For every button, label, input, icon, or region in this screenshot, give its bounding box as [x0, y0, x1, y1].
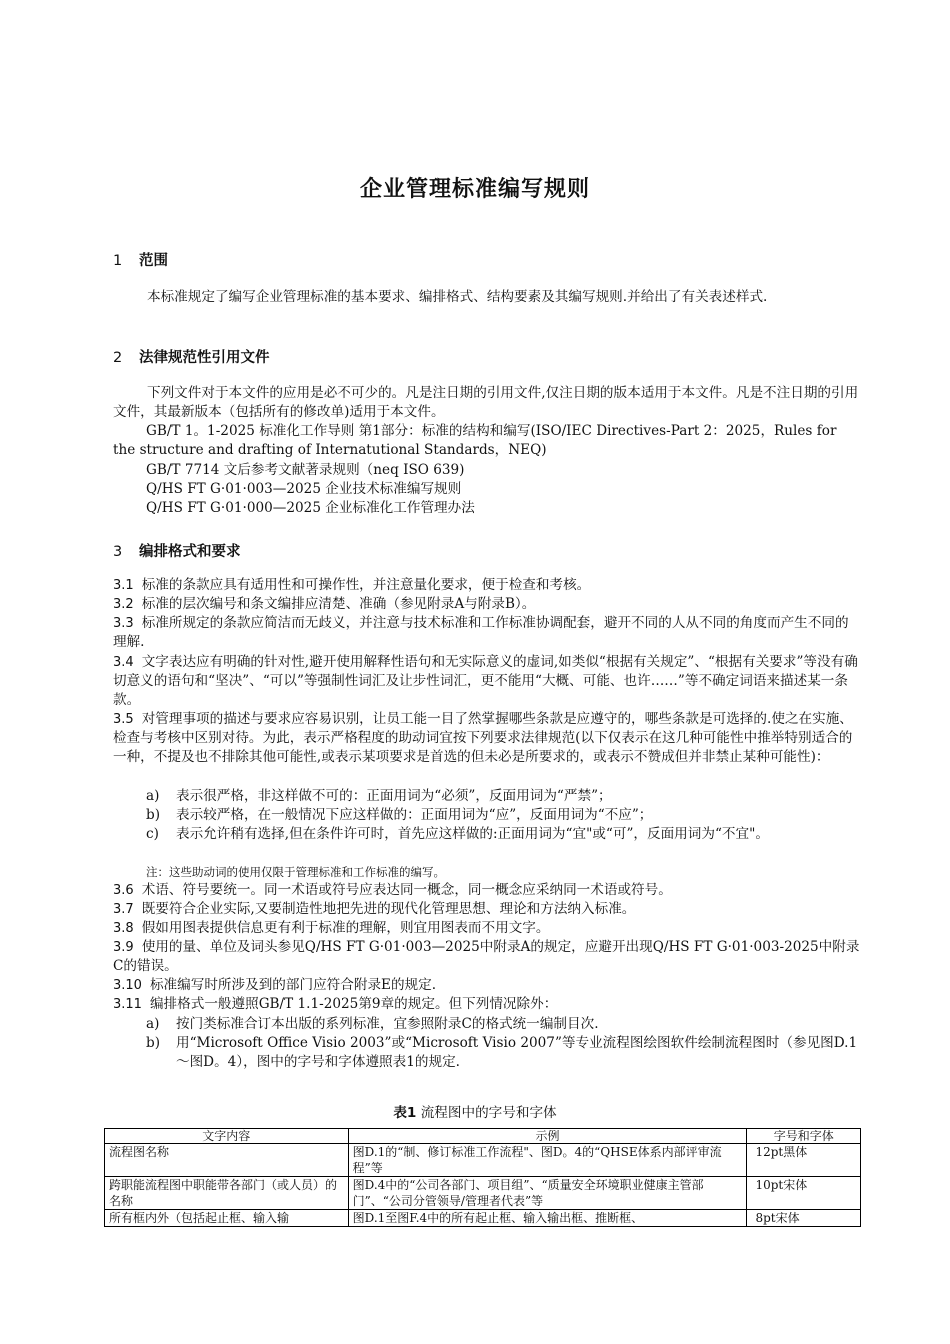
clause-number: 3.11	[113, 997, 142, 1012]
list-text: 表示很严格，非这样做不可的：正面用词为“必须”，反面用词为“严禁”；	[176, 788, 612, 804]
column-header: 示例	[348, 1129, 747, 1144]
table-cell: 8pt宋体	[747, 1210, 861, 1227]
section-3-heading	[113, 540, 241, 561]
clause-text: 假如用图表提供信息更有利于标准的理解，则宜用图表而不用文字。	[141, 920, 550, 936]
section-1-heading	[113, 249, 168, 270]
section-title: 范围	[139, 253, 168, 269]
clause-3-1	[113, 576, 861, 595]
reference-item: GB/T 7714 文后参考文献著录规则（neq ISO 639)	[146, 462, 465, 478]
clause-3-4	[113, 653, 861, 710]
list-marker: c)	[146, 826, 159, 842]
table-row	[105, 1177, 861, 1210]
section-title: 法律规范性引用文件	[139, 350, 270, 366]
list-text: 表示允许稍有选择,但在条件许可时，首先应这样做的:正面用词为“宜"或“可”，反面用词为“不宜"。	[176, 826, 769, 842]
clause-text: 文字表达应有明确的针对性,避开使用解释性语句和无实际意义的虚词,如类似“根据有关规定”、“根据有关要求”等没有确切意义的语句和“坚决”、“可以”等强制性词汇及让步性词汇，更不能用“大概、可能、也许……”等不确定词语来描述某一条款。	[113, 654, 858, 708]
list-text: 用“Microsoft Office Visio 2003”或“Microsoft Visio 2007”等专业流程图绘图软件绘制流程图时（参见图D.1～图D。4），图中的字号和字体遵照表1的规定.	[176, 1035, 858, 1070]
table-header-row	[105, 1129, 861, 1144]
clause-text: 标准所规定的条款应简洁而无歧义，并注意与技术标准和工作标准协调配套，避开不同的人从不同的角度而产生不同的理解.	[113, 615, 849, 650]
table-cell: 图D.1的“制、修订标准工作流程"、图D。4的“QHSE体系内部评审流程”等	[348, 1144, 747, 1177]
clause-text: 使用的量、单位及词头参见Q/HS FT G·01·003—2025中附录A的规定，应避开出现Q/HS FT G·01·003-2025中附录C的错误。	[113, 939, 860, 974]
table-row	[105, 1144, 861, 1177]
table-cell: 流程图名称	[105, 1144, 349, 1177]
list-marker: a)	[146, 1016, 160, 1032]
clause-number: 3.1	[113, 578, 134, 593]
clause-text: 标准的层次编号和条文编排应清楚、准确（参见附录A与附录B）。	[141, 596, 536, 612]
clause-text: 标准编写时所涉及到的部门应符合附录E的规定.	[149, 977, 437, 993]
list-item	[146, 1015, 861, 1034]
list-item	[146, 825, 861, 844]
list-marker: a)	[146, 788, 160, 804]
clause-number: 3.8	[113, 921, 134, 936]
clause-3-9	[113, 938, 861, 976]
table-cell: 图D.4中的“公司各部门、项目组”、“质量安全环境职业健康主管部门”、“公司分管领导/管理者代表”等	[348, 1177, 747, 1210]
list-text: 表示较严格，在一般情况下应这样做的：正面用词为“应”，反面用词为“不应”；	[176, 807, 653, 823]
font-size-table	[104, 1128, 861, 1227]
clause-text: 术语、符号要统一。同一术语或符号应表达同一概念，同一概念应采纳同一术语或符号。	[141, 882, 672, 898]
clause-3-10	[113, 976, 861, 995]
clause-3-5	[113, 710, 861, 767]
clause-number: 3.4	[113, 655, 134, 670]
clause-text: 编排格式一般遵照GB/T 1.1-2025第9章的规定。但下列情况除外：	[149, 996, 558, 1012]
list-marker: b)	[146, 1035, 161, 1051]
table-cell: 10pt宋体	[747, 1177, 861, 1210]
table-cell: 跨职能流程图中职能带各部门（或人员）的名称	[105, 1177, 349, 1210]
list-text: 按门类标准合订本出版的系列标准，宜参照附录C的格式统一编制目次.	[176, 1016, 599, 1032]
clause-number: 3.7	[113, 902, 134, 917]
clause-text: 标准的条款应具有适用性和可操作性，并注意量化要求，便于检查和考核。	[141, 577, 591, 593]
clause-text: 对管理事项的描述与要求应容易识别，让员工能一目了然掌握哪些条款是应遵守的，哪些条款是可选择的.使之在实施、检查与考核中区别对待。为此，表示严格程度的助动词宜按下列要求法律规范(以下仅表示在这几种可能性中推举特别适合的一种，不提及也不排除其他可能性,或表示某项要求是首选的但未必是所要求的，或表示不赞成但并非禁止某种可能性)：	[113, 711, 853, 765]
section-number: 2	[113, 350, 123, 366]
column-header: 文字内容	[105, 1129, 349, 1144]
clause-text: 既要符合企业实际,又要制造性地把先进的现代化管理思想、理论和方法纳入标准。	[141, 901, 636, 917]
reference-item: Q/HS FT G·01·000—2025 企业标准化工作管理办法	[146, 500, 475, 516]
table-cell: 图D.1至图F.4中的所有起止框、输入输出框、推断框、	[348, 1210, 747, 1227]
clause-number: 3.6	[113, 883, 134, 898]
section-title: 编排格式和要求	[139, 544, 241, 560]
clause-number: 3.9	[113, 940, 134, 955]
clause-number: 3.5	[113, 712, 134, 727]
clause-3-6	[113, 881, 861, 900]
document-title: 企业管理标准编写规则	[359, 177, 590, 202]
list-item	[146, 1034, 861, 1072]
list-marker: b)	[146, 807, 161, 823]
clause-3-2	[113, 595, 861, 614]
clause-3-3	[113, 614, 861, 652]
column-header: 字号和字体	[747, 1129, 861, 1144]
list-item	[146, 787, 861, 806]
note-text: 注：这些助动词的使用仅限于管理标准和工作标准的编写。	[146, 865, 445, 879]
references-intro: 下列文件对于本文件的应用是必不可少的。凡是注日期的引用文件,仅注日期的版本适用于本文件。凡是不注日期的引用文件，其最新版本（包括所有的修改单)适用于本文件。	[113, 385, 859, 420]
table-row	[105, 1210, 861, 1227]
reference-item: GB/T 1。1-2025 标准化工作导则 第1部分：标准的结构和编写(ISO/IEC Directives-Part 2：2025，Rules for the structure and drafting of Internatutional Standards，NEQ)	[113, 423, 837, 458]
table-cell: 12pt黑体	[747, 1144, 861, 1177]
table-number: 表1	[393, 1105, 417, 1121]
clause-3-8	[113, 919, 861, 938]
section-number: 3	[113, 544, 123, 560]
section-number: 1	[113, 253, 123, 269]
clause-number: 3.10	[113, 978, 142, 993]
reference-item: Q/HS FT G·01·003—2025 企业技术标准编写规则	[146, 481, 462, 497]
table-caption	[0, 1101, 950, 1121]
table-cell: 所有框内外（包括起止框、输入输	[105, 1210, 349, 1227]
table-title: 流程图中的字号和字体	[420, 1105, 557, 1121]
list-item	[146, 806, 861, 825]
clause-number: 3.3	[113, 616, 134, 631]
section-2-heading	[113, 346, 270, 367]
scope-paragraph: 本标准规定了编写企业管理标准的基本要求、编排格式、结构要素及其编写规则.并给出了有关表述样式.	[147, 289, 768, 305]
clause-3-7	[113, 900, 861, 919]
clause-3-11	[113, 995, 861, 1014]
clause-number: 3.2	[113, 597, 134, 612]
